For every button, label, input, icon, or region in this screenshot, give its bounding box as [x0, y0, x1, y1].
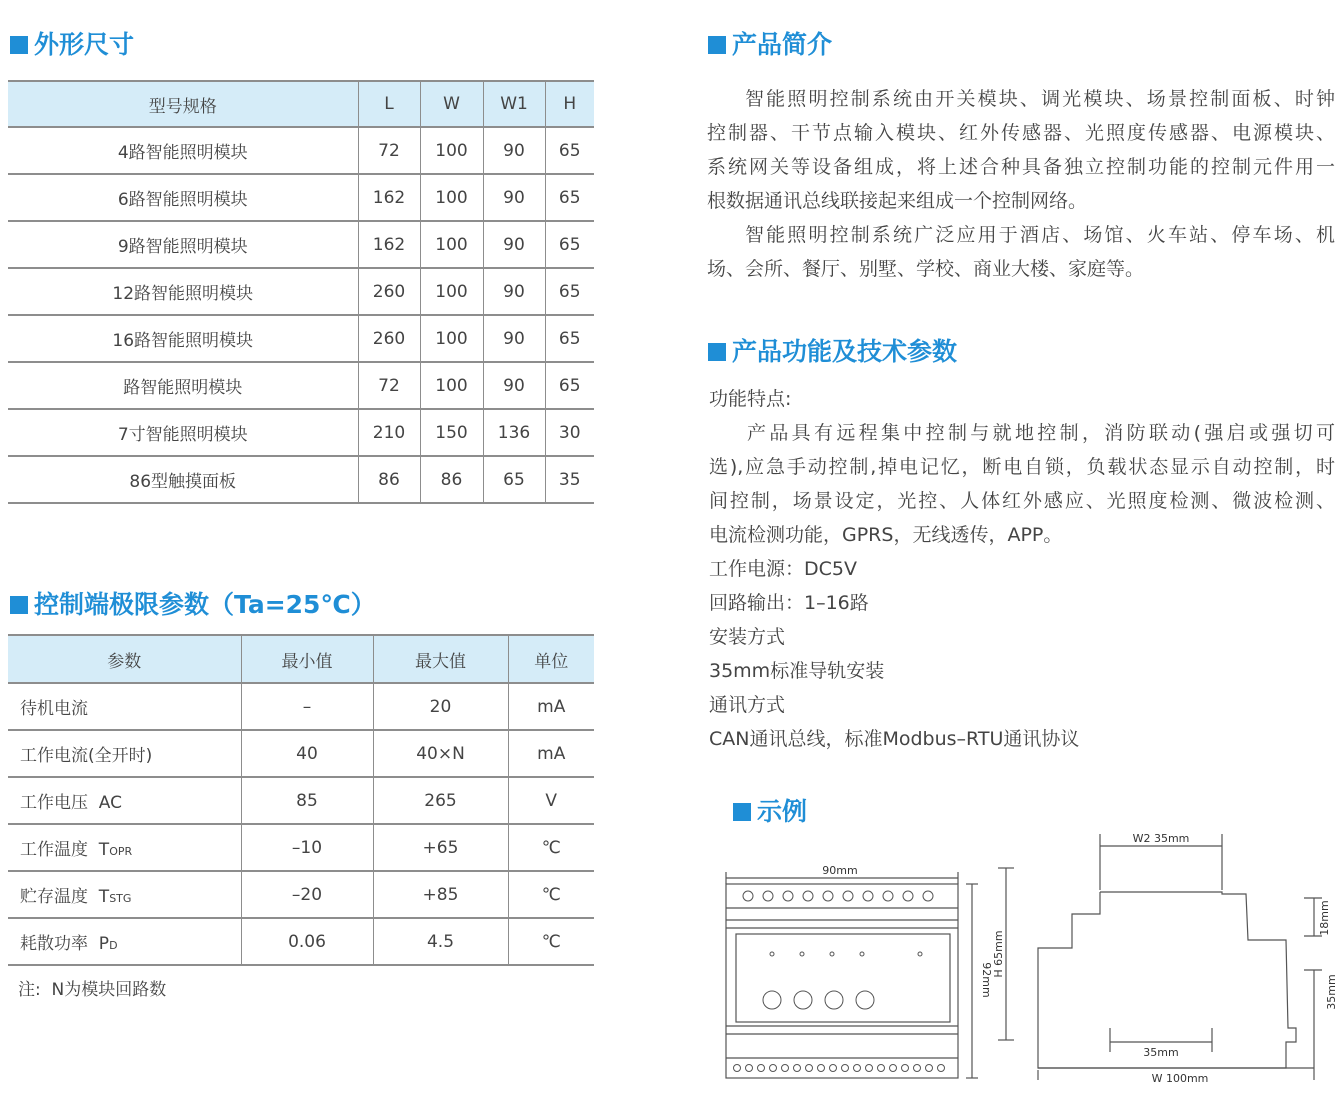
table-row [8, 268, 594, 315]
intro-line: 根数据通讯总线联接起来组成一个控制网络。 [707, 190, 1088, 212]
param-subscript: D [109, 939, 118, 952]
cell-w: 100 [420, 315, 483, 362]
title-square-icon [708, 36, 726, 54]
dimensions-title [10, 30, 134, 60]
front-width-label: 90mm [822, 864, 858, 877]
cell-w: 100 [420, 362, 483, 409]
param-subscript: STG [109, 892, 132, 905]
cell-model: 12路智能照明模块 [8, 268, 358, 315]
title-square-icon [733, 803, 751, 821]
cell-min: 0.06 [241, 918, 373, 965]
example-title [733, 797, 807, 827]
col-model: 型号规格 [8, 81, 358, 127]
cell-l: 260 [358, 268, 420, 315]
cell-min: –20 [241, 871, 373, 918]
cell-l: 86 [358, 456, 420, 503]
features-line: 产品具有远程集中控制与就地控制，消防联动(强启或强切可 [747, 422, 1335, 444]
terminal-row-top [743, 891, 933, 901]
cell-w: 100 [420, 221, 483, 268]
cell-unit: mA [508, 683, 594, 730]
col-h: H [545, 81, 594, 127]
cell-l: 72 [358, 127, 420, 174]
cell-l: 162 [358, 221, 420, 268]
cell-model: 16路智能照明模块 [8, 315, 358, 362]
cell-h: 35 [545, 456, 594, 503]
cell-model: 86型触摸面板 [8, 456, 358, 503]
example-title-text: 示例 [757, 797, 808, 826]
cell-h: 65 [545, 268, 594, 315]
cell-l: 260 [358, 315, 420, 362]
cell-param [8, 918, 241, 965]
col-param: 参数 [8, 635, 241, 683]
cell-w1: 136 [483, 409, 545, 456]
intro-title [708, 30, 832, 60]
cell-param [8, 824, 241, 871]
intro-line: 智能照明控制系统广泛应用于酒店、场馆、火车站、停车场、机 [745, 224, 1335, 246]
install-value: 35mm标准导轨安装 [709, 660, 885, 682]
table-row [8, 174, 594, 221]
front-buttons [763, 991, 874, 1009]
cell-max: 265 [373, 777, 508, 824]
title-square-icon [10, 36, 28, 54]
front-height-label: 92mm [980, 962, 993, 998]
intro-line: 智能照明控制系统由开关模块、调光模块、场景控制面板、时钟 [745, 88, 1335, 110]
cell-w1: 90 [483, 174, 545, 221]
cell-h: 65 [545, 174, 594, 221]
col-w: W [420, 81, 483, 127]
cell-model: 7寸智能照明模块 [8, 409, 358, 456]
comm-label: 通讯方式 [709, 694, 786, 716]
param-name: 耗散功率 P [20, 934, 110, 954]
cell-h: 65 [545, 362, 594, 409]
table-row [8, 824, 594, 871]
cell-w1: 90 [483, 127, 545, 174]
cell-model: 路智能照明模块 [8, 362, 358, 409]
table-row [8, 127, 594, 174]
side-view [998, 834, 1322, 1080]
cell-max: +65 [373, 824, 508, 871]
param-name: 贮存温度 T [20, 887, 110, 907]
features-title [708, 337, 957, 367]
cell-w: 100 [420, 174, 483, 221]
cell-param [8, 683, 241, 730]
col-min: 最小值 [241, 635, 373, 683]
cell-max: 4.5 [373, 918, 508, 965]
cell-unit: V [508, 777, 594, 824]
limits-title-text: 控制端极限参数（Ta=25℃） [34, 590, 376, 619]
cell-w: 100 [420, 127, 483, 174]
title-square-icon [10, 596, 28, 614]
intro-line: 场、会所、餐厅、别墅、学校、商业大楼、家庭等。 [707, 258, 1145, 280]
intro-paragraphs [707, 82, 1335, 286]
cell-l: 162 [358, 174, 420, 221]
features-line: 间控制，场景设定，光控、人体红外感应、光照度检测、微波检测、 [709, 490, 1335, 512]
cell-model: 9路智能照明模块 [8, 221, 358, 268]
table-row [8, 409, 594, 456]
cell-param [8, 730, 241, 777]
features-line: 电流检测功能，GPRS，无线透传，APP。 [709, 524, 1063, 546]
col-max: 最大值 [373, 635, 508, 683]
col-l: L [358, 81, 420, 127]
intro-line: 系统网关等设备组成，将上述合种具备独立控制功能的控制元件用一 [707, 156, 1335, 178]
dimensions-table [8, 80, 594, 504]
table-row [8, 683, 594, 730]
cell-min: 85 [241, 777, 373, 824]
cell-max: 40×N [373, 730, 508, 777]
dimensions-header-row [8, 81, 594, 127]
features-title-text: 产品功能及技术参数 [732, 337, 958, 366]
cell-min: 40 [241, 730, 373, 777]
intro-line: 控制器、干节点输入模块、红外传感器、光照度传感器、电源模块、 [707, 122, 1335, 144]
param-name: 工作温度 T [20, 840, 110, 860]
table-row [8, 918, 594, 965]
intro-title-text: 产品简介 [732, 30, 833, 59]
cell-w: 86 [420, 456, 483, 503]
limits-note: 注: N为模块回路数 [18, 980, 167, 1000]
cell-l: 210 [358, 409, 420, 456]
install-label: 安装方式 [709, 626, 786, 648]
cell-unit: ℃ [508, 918, 594, 965]
cell-min: –10 [241, 824, 373, 871]
power-spec: 工作电源：DC5V [709, 558, 857, 580]
cell-min: – [241, 683, 373, 730]
features-label: 功能特点: [709, 388, 792, 410]
cell-h: 65 [545, 127, 594, 174]
table-row [8, 871, 594, 918]
table-row [8, 777, 594, 824]
right-bottom-label: 35mm [1325, 974, 1338, 1010]
cell-model: 4路智能照明模块 [8, 127, 358, 174]
features-line: 选),应急手动控制,掉电记忆，断电自锁，负载状态显示自动控制，时 [709, 456, 1335, 478]
cell-h: 65 [545, 315, 594, 362]
limits-table [8, 634, 594, 966]
cell-model: 6路智能照明模块 [8, 174, 358, 221]
w2-label: W2 35mm [1132, 832, 1190, 845]
cell-w1: 65 [483, 456, 545, 503]
cell-max: +85 [373, 871, 508, 918]
h-label: H 65mm [992, 930, 1005, 978]
example-drawing [700, 830, 1340, 1100]
cell-unit: ℃ [508, 824, 594, 871]
cell-param [8, 871, 241, 918]
comm-value: CAN通讯总线，标准Modbus–RTU通讯协议 [709, 728, 1080, 750]
cell-h: 30 [545, 409, 594, 456]
cell-param [8, 777, 241, 824]
table-row [8, 730, 594, 777]
title-square-icon [708, 343, 726, 361]
param-name: 工作电流(全开时) [20, 746, 153, 766]
cell-w1: 90 [483, 362, 545, 409]
cell-w: 150 [420, 409, 483, 456]
cell-w: 100 [420, 268, 483, 315]
features-block [709, 382, 1335, 756]
indicator-leds [770, 952, 922, 956]
cell-unit: ℃ [508, 871, 594, 918]
cell-max: 20 [373, 683, 508, 730]
cell-unit: mA [508, 730, 594, 777]
limits-title [10, 590, 376, 620]
param-subscript: OPR [109, 845, 133, 858]
rail-label: 35mm [1143, 1046, 1179, 1059]
table-row [8, 221, 594, 268]
output-spec: 回路输出：1–16路 [709, 592, 869, 614]
terminal-row-bottom [734, 1065, 945, 1072]
cell-l: 72 [358, 362, 420, 409]
w-label: W 100mm [1151, 1072, 1209, 1085]
cell-w1: 90 [483, 268, 545, 315]
col-w1: W1 [483, 81, 545, 127]
param-name: 待机电流 [20, 699, 88, 719]
cell-w1: 90 [483, 221, 545, 268]
cell-w1: 90 [483, 315, 545, 362]
limits-header-row [8, 635, 594, 683]
table-row [8, 456, 594, 503]
front-view [726, 872, 978, 1078]
col-unit: 单位 [508, 635, 594, 683]
table-row [8, 315, 594, 362]
right-top-label: 18mm [1318, 900, 1331, 936]
dimensions-title-text: 外形尺寸 [34, 30, 135, 59]
table-row [8, 362, 594, 409]
param-name: 工作电压 AC [20, 793, 123, 813]
cell-h: 65 [545, 221, 594, 268]
